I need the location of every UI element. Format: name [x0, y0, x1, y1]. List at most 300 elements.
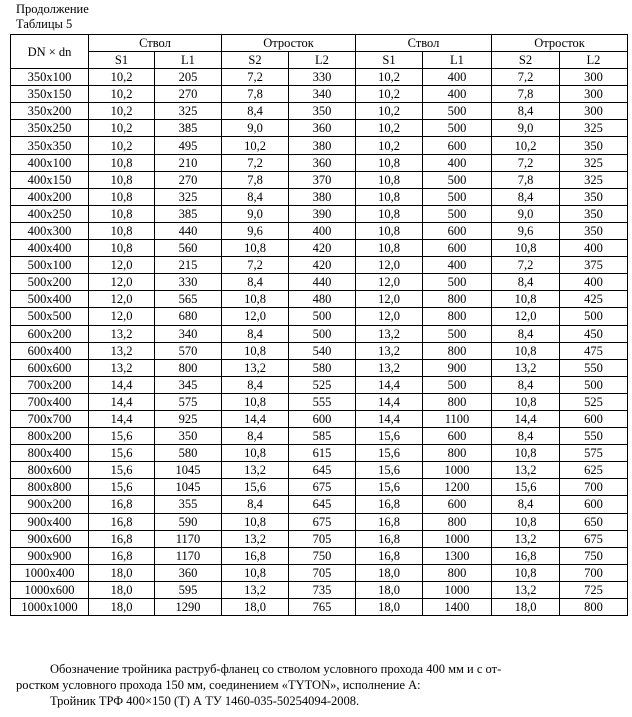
table-cell: 420 [289, 257, 356, 274]
table-row [11, 103, 628, 120]
table-cell: 12,0 [89, 308, 155, 325]
dn-size-cell: 500х400 [11, 291, 89, 308]
table-cell: 330 [289, 69, 356, 86]
table-cell: 15,6 [356, 428, 423, 445]
table-cell: 1000 [423, 581, 492, 598]
dn-size-cell: 700х200 [11, 376, 89, 393]
table-cell: 400 [423, 154, 492, 171]
table-cell: 350 [560, 137, 628, 154]
table-cell: 800 [560, 599, 628, 616]
table-cell: 10,2 [492, 137, 560, 154]
table-row [11, 445, 628, 462]
table-cell: 7,8 [222, 171, 289, 188]
continuation-label: Продолжение [16, 2, 89, 16]
table-cell: 10,2 [356, 86, 423, 103]
table-cell: 590 [155, 513, 222, 530]
dn-size-cell: 800х400 [11, 445, 89, 462]
table-cell: 14,4 [356, 410, 423, 427]
table-cell: 600 [423, 428, 492, 445]
table-cell: 18,0 [492, 599, 560, 616]
table-cell: 325 [155, 188, 222, 205]
table-row [11, 547, 628, 564]
table-row [11, 240, 628, 257]
table-cell: 12,0 [356, 291, 423, 308]
table-cell: 370 [289, 171, 356, 188]
table-cell: 555 [289, 393, 356, 410]
table-cell: 16,8 [222, 547, 289, 564]
table-cell: 14,4 [89, 410, 155, 427]
table-cell: 8,4 [222, 103, 289, 120]
table-cell: 650 [560, 513, 628, 530]
table-cell: 7,8 [492, 171, 560, 188]
table-cell: 350 [155, 428, 222, 445]
table-row [11, 342, 628, 359]
table-cell: 13,2 [222, 462, 289, 479]
note-line-2: ростком условного прохода 150 мм, соединением «TYTON», исполнение А: [16, 678, 421, 692]
table-cell: 300 [560, 103, 628, 120]
table-cell: 750 [289, 547, 356, 564]
table-cell: 500 [423, 325, 492, 342]
table-cell: 1100 [423, 410, 492, 427]
table-cell: 400 [289, 222, 356, 239]
table-header-row-groups [11, 35, 628, 52]
table-cell: 475 [560, 342, 628, 359]
table-cell: 16,8 [89, 496, 155, 513]
table-cell: 210 [155, 154, 222, 171]
table-cell: 12,0 [356, 257, 423, 274]
subheader-l2-a: L2 [289, 52, 356, 69]
table-cell: 735 [289, 581, 356, 598]
subheader-s1-b: S1 [356, 52, 423, 69]
table-cell: 600 [423, 137, 492, 154]
table-cell: 400 [423, 257, 492, 274]
table-cell: 615 [289, 445, 356, 462]
table-cell: 7,2 [492, 69, 560, 86]
dn-size-cell: 400х100 [11, 154, 89, 171]
table-cell: 10,2 [89, 137, 155, 154]
dn-size-cell: 800х800 [11, 479, 89, 496]
table-cell: 495 [155, 137, 222, 154]
dn-size-cell: 400х400 [11, 240, 89, 257]
table-cell: 385 [155, 205, 222, 222]
table-cell: 7,2 [222, 154, 289, 171]
table-cell: 10,2 [89, 120, 155, 137]
table-row [11, 428, 628, 445]
table-cell: 300 [560, 69, 628, 86]
table-header-row-sub [11, 52, 628, 69]
table-cell: 675 [289, 513, 356, 530]
table-cell: 565 [155, 291, 222, 308]
table-cell: 16,8 [356, 530, 423, 547]
table-cell: 675 [560, 530, 628, 547]
dn-size-cell: 600х200 [11, 325, 89, 342]
table-row [11, 581, 628, 598]
table-cell: 10,8 [89, 154, 155, 171]
table-cell: 9,0 [492, 120, 560, 137]
note-line-1: Обозначение тройника раструб-фланец со стволом условного прохода 400 мм и с от- [50, 662, 502, 676]
table-cell: 325 [560, 154, 628, 171]
table-cell: 350 [560, 188, 628, 205]
table-cell: 10,8 [222, 513, 289, 530]
table-cell: 8,4 [492, 496, 560, 513]
table-cell: 18,0 [222, 599, 289, 616]
table-cell: 8,4 [222, 428, 289, 445]
table-cell: 600 [560, 410, 628, 427]
table-cell: 10,2 [89, 69, 155, 86]
table-cell: 350 [289, 103, 356, 120]
table-cell: 800 [423, 564, 492, 581]
table-cell: 13,2 [356, 359, 423, 376]
table-cell: 500 [560, 308, 628, 325]
table-row [11, 393, 628, 410]
table-cell: 10,8 [356, 171, 423, 188]
table-cell: 645 [289, 496, 356, 513]
table-cell: 10,8 [492, 291, 560, 308]
table-cell: 1290 [155, 599, 222, 616]
table-cell: 270 [155, 171, 222, 188]
table-cell: 800 [423, 393, 492, 410]
table-cell: 16,8 [89, 530, 155, 547]
table-cell: 10,8 [356, 205, 423, 222]
table-row [11, 205, 628, 222]
table-cell: 12,0 [89, 257, 155, 274]
table-row [11, 188, 628, 205]
table-cell: 500 [560, 376, 628, 393]
table-cell: 13,2 [89, 325, 155, 342]
table-cell: 420 [289, 240, 356, 257]
table-cell: 7,8 [492, 86, 560, 103]
table-cell: 13,2 [222, 359, 289, 376]
group-header-otrostok-2: Отросток [492, 35, 628, 52]
table-cell: 440 [289, 274, 356, 291]
table-cell: 10,8 [356, 240, 423, 257]
table-cell: 18,0 [89, 581, 155, 598]
table-cell: 440 [155, 222, 222, 239]
table-cell: 10,8 [356, 188, 423, 205]
table-cell: 750 [560, 547, 628, 564]
table-cell: 10,2 [356, 137, 423, 154]
table-row [11, 257, 628, 274]
table-cell: 800 [423, 513, 492, 530]
table-cell: 550 [560, 428, 628, 445]
table-cell: 10,8 [356, 222, 423, 239]
table-row [11, 274, 628, 291]
table-cell: 1300 [423, 547, 492, 564]
table-cell: 725 [560, 581, 628, 598]
table-cell: 500 [423, 376, 492, 393]
table-cell: 15,6 [89, 445, 155, 462]
table-cell: 9,6 [492, 222, 560, 239]
table-cell: 800 [423, 342, 492, 359]
table-cell: 340 [289, 86, 356, 103]
dn-size-cell: 600х400 [11, 342, 89, 359]
table-cell: 13,2 [222, 581, 289, 598]
table-cell: 800 [423, 445, 492, 462]
table-cell: 10,8 [89, 171, 155, 188]
dn-size-cell: 900х400 [11, 513, 89, 530]
table-row [11, 291, 628, 308]
table-cell: 10,8 [89, 222, 155, 239]
table-cell: 8,4 [492, 376, 560, 393]
table-cell: 10,8 [89, 205, 155, 222]
table-cell: 450 [560, 325, 628, 342]
subheader-s2-a: S2 [222, 52, 289, 69]
table-cell: 13,2 [356, 325, 423, 342]
table-cell: 300 [560, 86, 628, 103]
dn-size-cell: 400х200 [11, 188, 89, 205]
dn-size-cell: 400х300 [11, 222, 89, 239]
table-cell: 1000 [423, 530, 492, 547]
table-cell: 18,0 [356, 564, 423, 581]
subheader-l1-a: L1 [155, 52, 222, 69]
table-row [11, 154, 628, 171]
table-cell: 10,8 [222, 342, 289, 359]
group-header-stvol-2: Ствол [356, 35, 492, 52]
table-cell: 800 [155, 359, 222, 376]
table-cell: 16,8 [356, 547, 423, 564]
dn-size-cell: 350х250 [11, 120, 89, 137]
table-row [11, 308, 628, 325]
table-cell: 600 [423, 496, 492, 513]
subheader-s2-b: S2 [492, 52, 560, 69]
table-cell: 10,8 [222, 240, 289, 257]
table-cell: 700 [560, 564, 628, 581]
table-cell: 14,4 [89, 393, 155, 410]
table-cell: 1400 [423, 599, 492, 616]
table-cell: 8,4 [222, 376, 289, 393]
table-cell: 15,6 [89, 462, 155, 479]
table-cell: 7,2 [492, 154, 560, 171]
dn-size-cell: 700х400 [11, 393, 89, 410]
table-cell: 550 [560, 359, 628, 376]
table-body [11, 69, 628, 616]
dn-size-cell: 1000х1000 [11, 599, 89, 616]
table-cell: 600 [289, 410, 356, 427]
table-cell: 8,4 [222, 188, 289, 205]
table-cell: 580 [155, 445, 222, 462]
table-cell: 10,8 [89, 188, 155, 205]
table-cell: 500 [289, 308, 356, 325]
table-cell: 625 [560, 462, 628, 479]
dn-size-cell: 800х200 [11, 428, 89, 445]
table-cell: 13,2 [89, 359, 155, 376]
table-cell: 1200 [423, 479, 492, 496]
table-cell: 500 [423, 103, 492, 120]
table-cell: 270 [155, 86, 222, 103]
table-cell: 575 [155, 393, 222, 410]
table-cell: 1000 [423, 462, 492, 479]
dn-size-cell: 350х150 [11, 86, 89, 103]
table-cell: 16,8 [356, 496, 423, 513]
table-cell: 600 [560, 496, 628, 513]
table-row [11, 120, 628, 137]
table-cell: 325 [560, 171, 628, 188]
table-cell: 1045 [155, 462, 222, 479]
table-cell: 10,8 [222, 291, 289, 308]
table-cell: 14,4 [356, 393, 423, 410]
table-cell: 13,2 [89, 342, 155, 359]
table-cell: 10,8 [492, 342, 560, 359]
dn-size-cell: 350х350 [11, 137, 89, 154]
table-cell: 8,4 [222, 274, 289, 291]
table-cell: 340 [155, 325, 222, 342]
dn-size-cell: 800х600 [11, 462, 89, 479]
table-cell: 600 [423, 240, 492, 257]
dn-size-cell: 500х200 [11, 274, 89, 291]
table-cell: 15,6 [356, 462, 423, 479]
table-cell: 18,0 [356, 581, 423, 598]
table-cell: 570 [155, 342, 222, 359]
table-cell: 12,0 [356, 308, 423, 325]
table-cell: 14,4 [89, 376, 155, 393]
table-cell: 10,2 [222, 137, 289, 154]
table-cell: 345 [155, 376, 222, 393]
table-cell: 10,8 [492, 240, 560, 257]
dn-size-cell: 400х150 [11, 171, 89, 188]
table-cell: 13,2 [492, 462, 560, 479]
table-cell: 705 [289, 530, 356, 547]
table-cell: 360 [155, 564, 222, 581]
group-header-stvol-1: Ствол [89, 35, 222, 52]
table-cell: 16,8 [492, 547, 560, 564]
table-cell: 925 [155, 410, 222, 427]
group-header-otrostok-1: Отросток [222, 35, 356, 52]
table-cell: 14,4 [492, 410, 560, 427]
table-cell: 1170 [155, 547, 222, 564]
table-cell: 600 [423, 222, 492, 239]
table-cell: 10,2 [356, 103, 423, 120]
table-row [11, 69, 628, 86]
table-cell: 15,6 [89, 428, 155, 445]
table-cell: 10,2 [89, 103, 155, 120]
dn-size-cell: 350х200 [11, 103, 89, 120]
table-cell: 15,6 [89, 479, 155, 496]
table-row [11, 479, 628, 496]
table-cell: 8,4 [492, 428, 560, 445]
table-cell: 360 [289, 120, 356, 137]
table-cell: 18,0 [89, 599, 155, 616]
dimensions-table [10, 34, 628, 616]
subheader-l2-b: L2 [560, 52, 628, 69]
table-row [11, 462, 628, 479]
table-row [11, 410, 628, 427]
table-cell: 9,6 [222, 222, 289, 239]
table-cell: 325 [155, 103, 222, 120]
table-cell: 13,2 [222, 530, 289, 547]
table-row [11, 513, 628, 530]
table-reference: Таблицы 5 [16, 17, 73, 31]
dn-size-cell: 900х600 [11, 530, 89, 547]
table-cell: 10,8 [222, 564, 289, 581]
table-cell: 500 [423, 171, 492, 188]
table-cell: 500 [289, 325, 356, 342]
dn-size-cell: 600х600 [11, 359, 89, 376]
table-cell: 705 [289, 564, 356, 581]
table-cell: 350 [560, 222, 628, 239]
dn-size-cell: 350х100 [11, 69, 89, 86]
table-cell: 13,2 [492, 359, 560, 376]
table-cell: 14,4 [356, 376, 423, 393]
table-cell: 675 [289, 479, 356, 496]
table-cell: 595 [155, 581, 222, 598]
table-cell: 8,4 [222, 325, 289, 342]
table-cell: 400 [423, 69, 492, 86]
table-row [11, 325, 628, 342]
table-row [11, 222, 628, 239]
table-row [11, 359, 628, 376]
dn-size-cell: 900х200 [11, 496, 89, 513]
table-cell: 540 [289, 342, 356, 359]
table-row [11, 599, 628, 616]
table-cell: 500 [423, 274, 492, 291]
table-cell: 380 [289, 188, 356, 205]
table-cell: 12,0 [492, 308, 560, 325]
table-cell: 10,8 [492, 445, 560, 462]
dn-size-cell: 700х700 [11, 410, 89, 427]
table-cell: 10,2 [356, 69, 423, 86]
table-cell: 8,4 [222, 496, 289, 513]
table-cell: 560 [155, 240, 222, 257]
table-cell: 400 [423, 86, 492, 103]
table-cell: 500 [423, 120, 492, 137]
table-cell: 13,2 [356, 342, 423, 359]
table-cell: 700 [560, 479, 628, 496]
subheader-s1-a: S1 [89, 52, 155, 69]
table-row [11, 564, 628, 581]
table-cell: 380 [289, 137, 356, 154]
table-cell: 8,4 [492, 188, 560, 205]
table-cell: 12,0 [89, 274, 155, 291]
table-cell: 8,4 [492, 325, 560, 342]
table-cell: 385 [155, 120, 222, 137]
dn-size-cell: 500х100 [11, 257, 89, 274]
table-row [11, 171, 628, 188]
table-cell: 9,0 [222, 205, 289, 222]
table-cell: 10,8 [356, 154, 423, 171]
table-cell: 15,6 [356, 479, 423, 496]
table-cell: 525 [560, 393, 628, 410]
table-cell: 425 [560, 291, 628, 308]
table-cell: 10,8 [89, 240, 155, 257]
table-cell: 205 [155, 69, 222, 86]
table-cell: 10,8 [492, 564, 560, 581]
table-cell: 9,0 [492, 205, 560, 222]
dn-size-cell: 1000х600 [11, 581, 89, 598]
table-cell: 10,8 [492, 513, 560, 530]
table-cell: 580 [289, 359, 356, 376]
table-row [11, 496, 628, 513]
table-cell: 15,6 [356, 445, 423, 462]
table-cell: 1045 [155, 479, 222, 496]
table-cell: 330 [155, 274, 222, 291]
table-row [11, 376, 628, 393]
table-cell: 16,8 [356, 513, 423, 530]
table-cell: 15,6 [222, 479, 289, 496]
table-cell: 10,8 [222, 445, 289, 462]
table-cell: 7,2 [222, 257, 289, 274]
table-cell: 7,2 [222, 69, 289, 86]
table-cell: 12,0 [89, 291, 155, 308]
table-cell: 645 [289, 462, 356, 479]
note-designation-example: Тройник ТРФ 400×150 (Т) А ТУ 1460-035-50254094-2008. [50, 694, 360, 708]
dn-size-cell: 400х250 [11, 205, 89, 222]
table-cell: 375 [560, 257, 628, 274]
table-cell: 10,2 [356, 120, 423, 137]
table-cell: 8,4 [492, 103, 560, 120]
table-cell: 360 [289, 154, 356, 171]
table-cell: 9,0 [222, 120, 289, 137]
table-cell: 400 [560, 274, 628, 291]
